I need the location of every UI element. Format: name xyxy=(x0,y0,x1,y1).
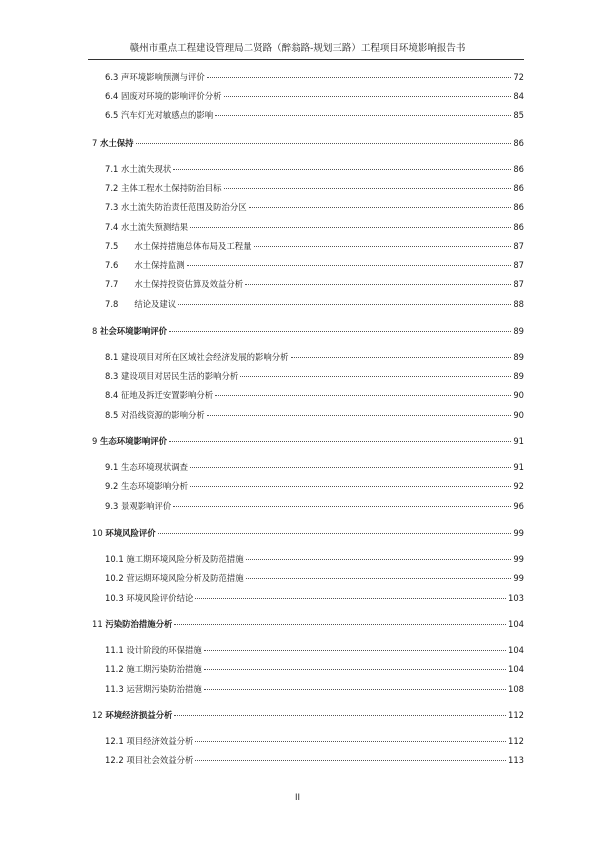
toc-section-entry[interactable] xyxy=(105,109,524,121)
toc-entry-number: 7.5 xyxy=(105,241,119,251)
toc-section-entry[interactable] xyxy=(105,461,524,473)
toc-entry-title: 主体工程水土保持防治目标 xyxy=(121,183,222,193)
toc-entry-number: 9 xyxy=(92,436,98,446)
toc-dot-leader xyxy=(204,689,506,690)
toc-entry-title: 水土流失现状 xyxy=(121,164,172,174)
toc-entry-title: 建设项目对居民生活的影响分析 xyxy=(121,371,239,381)
running-header: 赣州市重点工程建设管理局二贤路（醉翁路-规划三路）工程项目环境影响报告书 xyxy=(129,43,466,54)
toc-entry-number: 7.7 xyxy=(105,279,119,289)
toc-section-entry[interactable] xyxy=(105,259,524,271)
toc-entry-number: 7.8 xyxy=(105,299,119,309)
toc-entry-page-number: 112 xyxy=(508,736,524,746)
toc-entry-title: 生态环境影响评价 xyxy=(100,436,168,446)
toc-chapter-entry[interactable] xyxy=(92,527,524,539)
toc-entry-number: 9.1 xyxy=(105,462,119,472)
toc-entry-number: 6.3 xyxy=(105,72,119,82)
toc-entry-page-number: 87 xyxy=(513,260,524,270)
toc-entry-page-number: 113 xyxy=(508,755,524,765)
toc-section-entry[interactable] xyxy=(105,351,524,363)
toc-entry-page-number: 104 xyxy=(508,645,524,655)
toc-section-entry[interactable] xyxy=(105,592,524,604)
toc-entry-title: 环境风险评价结论 xyxy=(126,593,194,603)
toc-dot-leader xyxy=(246,578,512,579)
toc-dot-leader xyxy=(190,486,511,487)
header-divider xyxy=(88,59,524,60)
toc-dot-leader xyxy=(195,741,506,742)
toc-entry-title: 项目社会效益分析 xyxy=(126,755,194,765)
toc-dot-leader xyxy=(190,227,511,228)
toc-section-entry[interactable] xyxy=(105,735,524,747)
toc-dot-leader xyxy=(178,304,511,305)
toc-section-entry[interactable] xyxy=(105,240,524,252)
toc-entry-page-number: 99 xyxy=(513,528,524,538)
toc-entry-title: 项目经济效益分析 xyxy=(126,736,194,746)
toc-entry-page-number: 103 xyxy=(508,593,524,603)
toc-dot-leader xyxy=(249,207,512,208)
toc-entry-page-number: 86 xyxy=(513,183,524,193)
toc-dot-leader xyxy=(174,624,506,625)
toc-entry-page-number: 99 xyxy=(513,573,524,583)
toc-entry-title: 水土流失预测结果 xyxy=(121,222,188,232)
toc-entry-title: 建设项目对所在区域社会经济发展的影响分析 xyxy=(121,352,289,362)
toc-entry-title: 污染防治措施分析 xyxy=(105,619,173,629)
toc-dot-leader xyxy=(224,188,512,189)
toc-entry-title: 水土流失防治责任范围及防治分区 xyxy=(121,202,247,212)
toc-dot-leader xyxy=(207,415,512,416)
toc-entry-page-number: 89 xyxy=(513,371,524,381)
toc-entry-number: 8.4 xyxy=(105,390,119,400)
toc-section-entry[interactable] xyxy=(105,182,524,194)
toc-entry-page-number: 86 xyxy=(513,222,524,232)
toc-entry-title: 营运期环境风险分析及防范措施 xyxy=(126,573,244,583)
toc-entry-title: 设计阶段的环保措施 xyxy=(126,645,202,655)
toc-entry-title: 施工期环境风险分析及防范措施 xyxy=(126,554,244,564)
toc-entry-gap xyxy=(118,298,134,310)
toc-entry-page-number: 90 xyxy=(513,410,524,420)
toc-entry-number: 7.4 xyxy=(105,222,119,232)
toc-entry-title: 水土保持投资估算及效益分析 xyxy=(134,279,244,289)
toc-dot-leader xyxy=(215,115,511,116)
toc-entry-page-number: 112 xyxy=(508,710,524,720)
toc-entry-title: 结论及建议 xyxy=(134,299,177,309)
toc-entry-page-number: 104 xyxy=(508,619,524,629)
toc-entry-number: 9.2 xyxy=(105,481,119,491)
toc-entry-page-number: 87 xyxy=(513,241,524,251)
toc-chapter-entry[interactable] xyxy=(92,137,524,149)
toc-entry-number: 12.1 xyxy=(105,736,124,746)
page-number: II xyxy=(294,793,300,803)
toc-dot-leader xyxy=(158,533,512,534)
toc-chapter-entry[interactable] xyxy=(92,435,524,447)
toc-entry-title: 社会环境影响评价 xyxy=(100,326,168,336)
toc-section-entry[interactable] xyxy=(105,163,524,175)
toc-entry-number: 11 xyxy=(92,619,103,629)
toc-entry-title: 生态环境现状调查 xyxy=(121,462,188,472)
toc-dot-leader xyxy=(187,265,512,266)
toc-dot-leader xyxy=(291,357,512,358)
toc-section-entry[interactable] xyxy=(105,683,524,695)
toc-entry-number: 8.1 xyxy=(105,352,119,362)
toc-section-entry[interactable] xyxy=(105,480,524,492)
toc-entry-title: 景观影响评价 xyxy=(121,501,172,511)
toc-entry-page-number: 89 xyxy=(513,326,524,336)
toc-entry-title: 水土保持监测 xyxy=(134,260,185,270)
toc-section-entry[interactable] xyxy=(105,500,524,512)
toc-section-entry[interactable] xyxy=(105,71,524,83)
toc-entry-page-number: 86 xyxy=(513,164,524,174)
toc-section-entry[interactable] xyxy=(105,553,524,565)
toc-dot-leader xyxy=(215,395,511,396)
toc-entry-title: 固废对环境的影响评价分析 xyxy=(121,91,222,101)
toc-chapter-entry[interactable] xyxy=(92,618,524,630)
toc-dot-leader xyxy=(169,441,511,442)
toc-entry-page-number: 91 xyxy=(513,462,524,472)
toc-entry-title: 声环境影响预测与评价 xyxy=(121,72,205,82)
toc-entry-page-number: 91 xyxy=(513,436,524,446)
toc-entry-number: 10.1 xyxy=(105,554,124,564)
toc-entry-number: 6.4 xyxy=(105,91,119,101)
toc-entry-title: 汽车灯光对敏感点的影响 xyxy=(121,110,214,120)
toc-dot-leader xyxy=(204,650,506,651)
toc-entry-page-number: 72 xyxy=(513,72,524,82)
toc-entry-page-number: 86 xyxy=(513,138,524,148)
toc-entry-number: 7.6 xyxy=(105,260,119,270)
toc-section-entry[interactable] xyxy=(105,572,524,584)
toc-entry-gap xyxy=(118,259,134,271)
toc-dot-leader xyxy=(224,96,512,97)
toc-entry-number: 11.2 xyxy=(105,664,124,674)
toc-section-entry[interactable] xyxy=(105,644,524,656)
toc-entry-page-number: 85 xyxy=(513,110,524,120)
toc-entry-page-number: 108 xyxy=(508,684,524,694)
toc-dot-leader xyxy=(207,77,512,78)
toc-chapter-entry[interactable] xyxy=(92,325,524,337)
toc-entry-number: 12 xyxy=(92,710,103,720)
toc-entry-title: 对沿线资源的影响分析 xyxy=(121,410,205,420)
toc-entry-title: 运营期污染防治措施 xyxy=(126,684,202,694)
toc-entry-gap xyxy=(118,278,134,290)
toc-entry-page-number: 104 xyxy=(508,664,524,674)
toc-dot-leader xyxy=(195,598,506,599)
toc-entry-number: 12.2 xyxy=(105,755,124,765)
toc-entry-page-number: 86 xyxy=(513,202,524,212)
toc-entry-number: 7.1 xyxy=(105,164,119,174)
toc-entry-number: 9.3 xyxy=(105,501,119,511)
toc-entry-page-number: 87 xyxy=(513,279,524,289)
toc-entry-number: 11.1 xyxy=(105,645,124,655)
toc-dot-leader xyxy=(173,506,511,507)
toc-dot-leader xyxy=(136,143,512,144)
toc-dot-leader xyxy=(169,331,511,332)
toc-dot-leader xyxy=(246,559,512,560)
toc-entry-page-number: 88 xyxy=(513,299,524,309)
toc-dot-leader xyxy=(245,284,511,285)
toc-chapter-entry[interactable] xyxy=(92,709,524,721)
toc-entry-number: 7 xyxy=(92,138,98,148)
toc-entry-number: 6.5 xyxy=(105,110,119,120)
toc-dot-leader xyxy=(240,376,511,377)
toc-entry-title: 施工期污染防治措施 xyxy=(126,664,202,674)
toc-dot-leader xyxy=(190,467,511,468)
toc-entry-number: 8.5 xyxy=(105,410,119,420)
toc-entry-page-number: 90 xyxy=(513,390,524,400)
toc-entry-title: 环境经济损益分析 xyxy=(105,710,173,720)
toc-entry-title: 水土保持 xyxy=(100,138,134,148)
toc-entry-number: 8 xyxy=(92,326,98,336)
toc-entry-title: 水土保持措施总体布局及工程量 xyxy=(134,241,252,251)
toc-entry-page-number: 99 xyxy=(513,554,524,564)
toc-entry-page-number: 89 xyxy=(513,352,524,362)
toc-entry-number: 8.3 xyxy=(105,371,119,381)
toc-entry-page-number: 84 xyxy=(513,91,524,101)
toc-dot-leader xyxy=(195,760,506,761)
toc-section-entry[interactable] xyxy=(105,663,524,675)
toc-section-entry[interactable] xyxy=(105,90,524,102)
toc-entry-number: 7.3 xyxy=(105,202,119,212)
toc-dot-leader xyxy=(173,169,511,170)
toc-section-entry[interactable] xyxy=(105,389,524,401)
toc-entry-title: 征地及拆迁安置影响分析 xyxy=(121,390,214,400)
toc-section-entry[interactable] xyxy=(105,201,524,213)
toc-entry-number: 10.3 xyxy=(105,593,124,603)
toc-entry-number: 7.2 xyxy=(105,183,119,193)
toc-dot-leader xyxy=(204,669,506,670)
toc-entry-number: 11.3 xyxy=(105,684,124,694)
toc-entry-page-number: 92 xyxy=(513,481,524,491)
toc-dot-leader xyxy=(254,246,512,247)
toc-entry-page-number: 96 xyxy=(513,501,524,511)
toc-section-entry[interactable] xyxy=(105,409,524,421)
toc-dot-leader xyxy=(174,715,506,716)
toc-section-entry[interactable] xyxy=(105,278,524,290)
toc-section-entry[interactable] xyxy=(105,298,524,310)
toc-section-entry[interactable] xyxy=(105,754,524,766)
toc-section-entry[interactable] xyxy=(105,221,524,233)
toc-entry-title: 生态环境影响分析 xyxy=(121,481,188,491)
toc-entry-number: 10.2 xyxy=(105,573,124,583)
toc-entry-title: 环境风险评价 xyxy=(105,528,156,538)
toc-entry-number: 10 xyxy=(92,528,103,538)
toc-entry-gap xyxy=(118,240,134,252)
toc-section-entry[interactable] xyxy=(105,370,524,382)
